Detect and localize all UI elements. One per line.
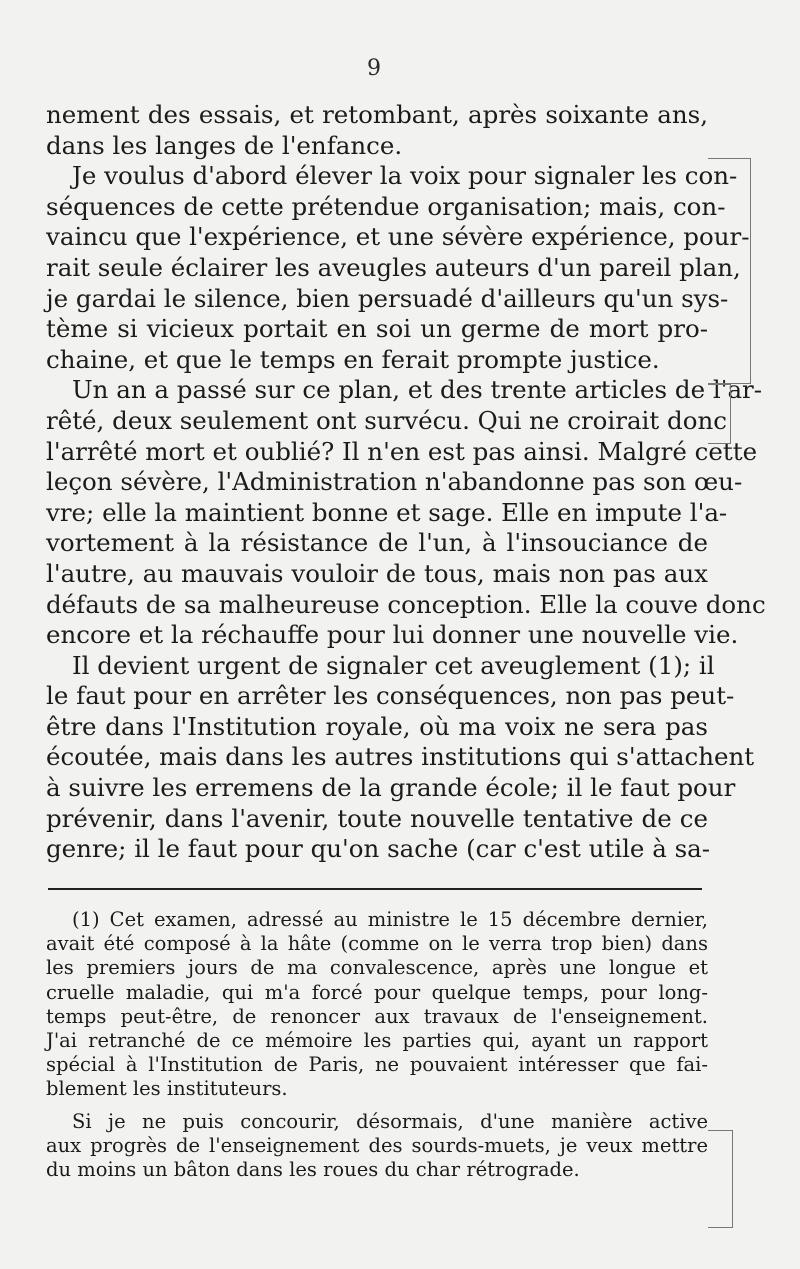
margin-bracket <box>708 158 751 384</box>
page-number: 9 <box>367 56 381 81</box>
text-line: défauts de sa malheureuse conception. Elle la couve donc <box>46 589 766 619</box>
text-line: vaincu que l'expérience, et une sévère expérience, pour- <box>46 222 750 252</box>
footnote-line: J'ai retranché de ce mémoire les parties qui, ayant un rapport <box>46 1028 708 1052</box>
text-line: écoutée, mais dans les autres institutions qui s'attachent <box>46 742 755 772</box>
margin-bracket <box>708 384 731 444</box>
text-line: leçon sévère, l'Administration n'abandonne pas son œu- <box>46 467 743 497</box>
text-line: séquences de cette prétendue organisation; mais, con- <box>46 191 726 221</box>
text-line: tème si vicieux portait en soi un germe de mort pro- <box>46 314 708 344</box>
text-line: encore et la réchauffe pour lui donner une nouvelle vie. <box>46 620 739 650</box>
text-line: nement des essais, et retombant, après soixante ans, <box>46 100 708 129</box>
footnote <box>46 908 708 1182</box>
footnote-line: les premiers jours de ma convalescence, après une longue et <box>46 956 708 980</box>
footnote-line: (1) Cet examen, adressé au ministre le 15 décembre dernier, <box>72 908 708 931</box>
footnote-line: du moins un bâton dans les roues du char rétrograde. <box>46 1157 580 1181</box>
text-line: l'arrêté mort et oublié? Il n'en est pas ainsi. Malgré cette <box>46 436 758 466</box>
text-line: rait seule éclairer les aveugles auteurs d'un pareil plan, <box>46 252 741 282</box>
text-line: être dans l'Institution royale, où ma voix ne sera pas <box>46 711 708 741</box>
footnote-divider <box>48 888 702 890</box>
footnote-line: avait été composé à la hâte (comme on le verra trop bien) dans <box>46 932 708 956</box>
text-line: Il devient urgent de signaler cet aveuglement (1); il <box>72 650 715 680</box>
text-line: prévenir, dans l'avenir, toute nouvelle tentative de ce <box>46 803 708 833</box>
text-line: à suivre les erremens de la grande école; il le faut pour <box>46 773 736 803</box>
text-line: dans les langes de l'enfance. <box>46 130 403 160</box>
footnote-line: aux progrès de l'enseignement des sourds-muets, je veux mettre <box>46 1133 708 1157</box>
text-line: chaine, et que le temps en ferait prompte justice. <box>46 344 660 374</box>
footnote-line: cruelle maladie, qui m'a forcé pour quelque temps, pour long- <box>46 980 708 1004</box>
text-line: l'autre, au mauvais vouloir de tous, mais non pas aux <box>46 558 708 588</box>
margin-bracket <box>708 1130 733 1228</box>
footnote-line: blement les instituteurs. <box>46 1077 288 1101</box>
footnote-line: Si je ne puis concourir, désormais, d'une manière active <box>72 1109 708 1133</box>
footnote-line: spécial à l'Institution de Paris, ne pouvaient intéresser que fai- <box>46 1053 708 1077</box>
main-text <box>46 100 766 865</box>
footnote-line: temps peut-être, de renoncer aux travaux de l'enseignement. <box>46 1004 708 1028</box>
text-line: vre; elle la maintient bonne et sage. Elle en impute l'a- <box>46 497 728 527</box>
text-line: rêté, deux seulement ont survécu. Qui ne croirait donc <box>46 405 727 435</box>
text-line: je gardai le silence, bien persuadé d'ailleurs qu'un sys- <box>46 283 729 313</box>
text-line: Je voulus d'abord élever la voix pour signaler les con- <box>72 161 738 191</box>
text-line: vortement à la résistance de l'un, à l'insouciance de <box>46 528 708 558</box>
text-line: Un an a passé sur ce plan, et des trente articles de l'ar- <box>72 375 763 405</box>
text-line: genre; il le faut pour qu'on sache (car c'est utile à sa- <box>46 834 711 864</box>
text-line: le faut pour en arrêter les conséquences, non pas peut- <box>46 681 735 711</box>
